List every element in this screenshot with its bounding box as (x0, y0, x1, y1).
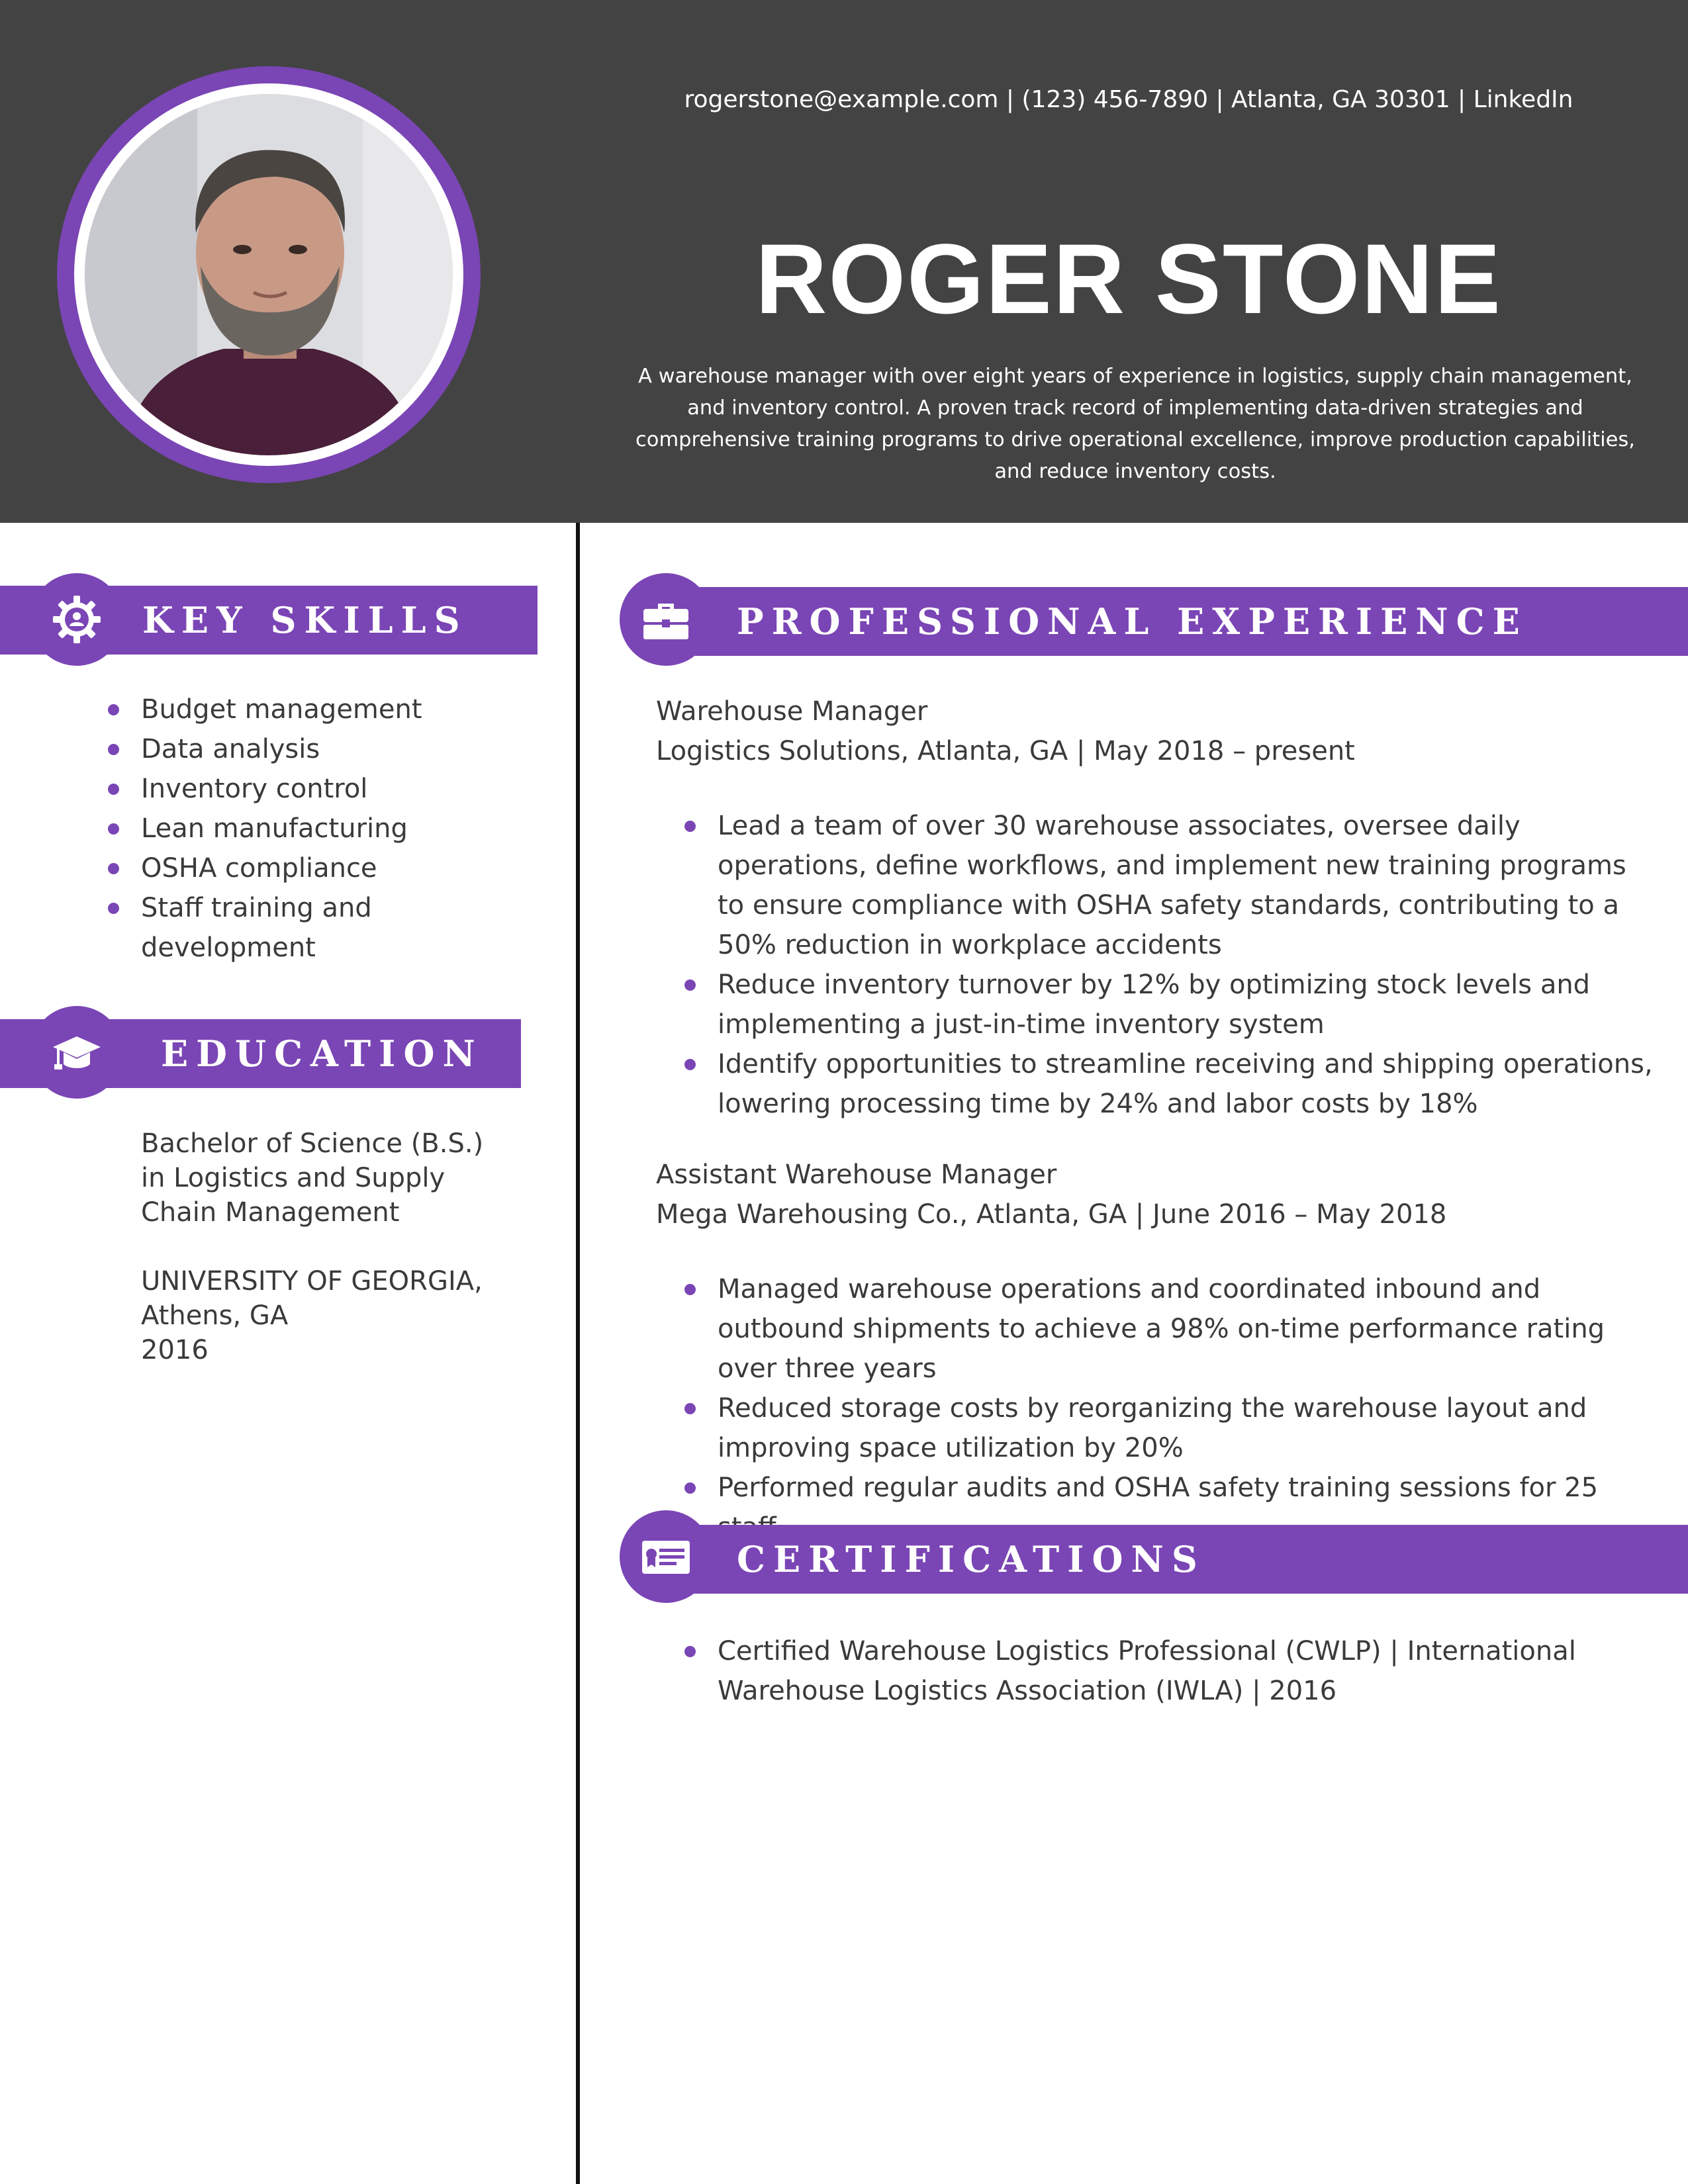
portrait-image (85, 94, 453, 455)
job-1-role: Warehouse Manager (656, 696, 928, 727)
contact-info: rogerstone@example.com | (123) 456-7890 | Atlanta, GA 30301 | LinkedIn (684, 86, 1573, 113)
education-icon-badge (30, 1006, 123, 1099)
job-bullet (718, 1269, 1658, 1388)
skill-item-text: Staff training and development (141, 893, 372, 963)
bullet-dot (684, 1284, 696, 1295)
candidate-name: ROGER STONE (755, 223, 1502, 334)
skills-title: KEY SKILLS (142, 599, 468, 641)
certifications-icon-badge (620, 1510, 712, 1603)
job-bullet-text: Reduced storage costs by reorganizing the warehouse layout and improving space utilization by 20% (718, 1393, 1587, 1463)
job-bullet-text: Performed regular audits and OSHA safety training sessions for 25 (718, 1473, 1599, 1503)
job-2-meta: Mega Warehousing Co., Atlanta, GA | June 2016 – May 2018 (656, 1199, 1447, 1230)
skill-item-text: Lean manufacturing (141, 813, 408, 844)
job-bullet-text: Managed warehouse operations and coordinated inbound and outbound shipments to achieve a 98% on-time performance rating over three years (718, 1274, 1605, 1384)
experience-title: PROFESSIONAL EXPERIENCE (737, 600, 1528, 643)
certifications-list (718, 1631, 1658, 1711)
bullet-dot (684, 821, 696, 832)
skill-item (141, 690, 538, 729)
experience-icon-badge (620, 573, 712, 666)
education-degree: Bachelor of Science (B.S.) in Logistics and Supply Chain Management (141, 1128, 484, 1228)
education-year: 2016 (141, 1335, 209, 1365)
job-2-role: Assistant Warehouse Manager (656, 1160, 1057, 1190)
bullet-dot (684, 1403, 696, 1414)
bullet-dot (108, 823, 119, 835)
header-band (0, 0, 1688, 523)
graduation-cap-icon (50, 1026, 103, 1079)
bullet-dot (684, 1059, 696, 1070)
bullet-dot (108, 744, 119, 755)
profile-photo (85, 94, 453, 455)
job-bullet-text: Lead a team of over 30 warehouse associates, oversee daily operations, define workflows, and implement new training programs to ensure compliance with OSHA safety standards, contributing to a 50% reduction in workplace accidents (718, 811, 1626, 960)
bullet-dot (684, 1482, 696, 1494)
bullet-dot (108, 903, 119, 914)
education-school: UNIVERSITY OF GEORGIA, Athens, GA (141, 1266, 483, 1331)
certificate-icon (639, 1530, 692, 1583)
skill-item-text: Data analysis (141, 734, 320, 764)
certifications-title: CERTIFICATIONS (737, 1538, 1205, 1580)
job-bullet (718, 965, 1658, 1044)
bullet-dot (684, 979, 696, 991)
certification-item-text: Certified Warehouse Logistics Professional (CWLP) | International Warehouse Logistics Association (IWLA) | 2016 (718, 1636, 1576, 1706)
gear-person-icon (50, 593, 103, 646)
skill-item-text: OSHA compliance (141, 853, 377, 884)
profile-photo-frame (57, 66, 481, 483)
skill-item (141, 769, 538, 809)
bullet-dot (108, 863, 119, 874)
briefcase-icon (639, 593, 692, 646)
job-1-meta: Logistics Solutions, Atlanta, GA | May 2018 – present (656, 736, 1355, 766)
job-bullet (718, 806, 1658, 965)
skill-item-text: Inventory control (141, 774, 368, 804)
job-1-bullets (718, 806, 1658, 1124)
skill-item (141, 848, 538, 888)
job-bullet-text: Reduce inventory turnover by 12% by optimizing stock levels and implementing a just-in-time inventory system (718, 970, 1591, 1040)
bullet-dot (108, 784, 119, 795)
skills-icon-badge (30, 573, 123, 666)
skill-item (141, 729, 538, 769)
job-bullet (718, 1044, 1658, 1124)
education-title: EDUCATION (161, 1032, 483, 1075)
bullet-dot (108, 704, 119, 715)
summary-text: A warehouse manager with over eight years of experience in logistics, supply chain management, and inventory control. A proven track record of implementing data-driven strategies and comprehensive training programs to drive operational excellence, improve production capabilities, and reduce inventory costs. (635, 365, 1635, 483)
skill-item-text: Budget management (141, 694, 422, 725)
job-bullet (718, 1388, 1658, 1468)
certification-item (718, 1631, 1658, 1711)
bullet-dot (684, 1646, 696, 1657)
skills-list (141, 690, 538, 968)
job-bullet-text: Identify opportunities to streamline receiving and shipping operations, lowering processing time by 24% and labor costs by 18% (718, 1049, 1653, 1119)
skill-item (141, 888, 538, 968)
skill-item (141, 809, 538, 848)
column-divider (576, 523, 580, 2184)
job-2-bullets (718, 1269, 1658, 1547)
